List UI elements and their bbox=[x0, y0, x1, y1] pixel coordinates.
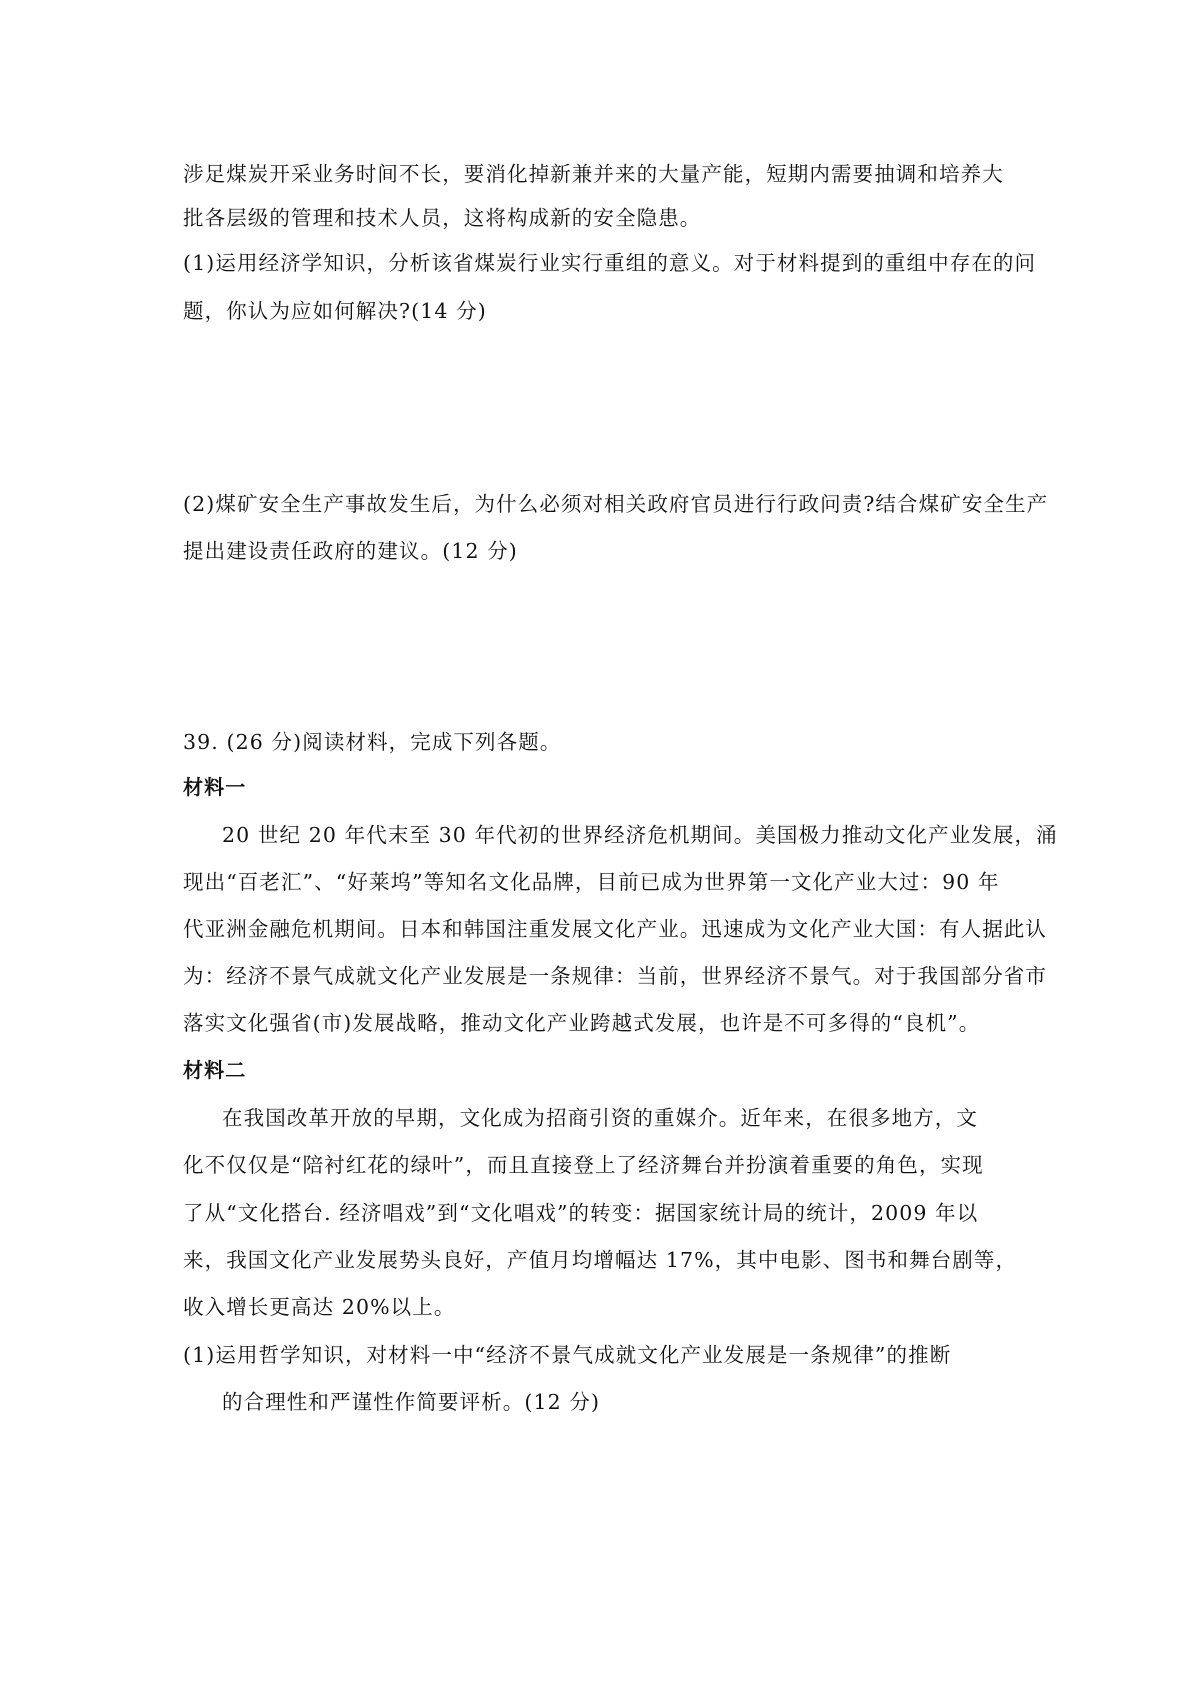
question-38-2-line: (2)煤矿安全生产事故发生后，为什么必须对相关政府官员进行行政问责?结合煤矿安全生产 bbox=[183, 492, 1049, 516]
material-1-line: 为：经济不景气成就文化产业发展是一条规律：当前，世界经济不景气。对于我国部分省市 bbox=[183, 964, 1047, 988]
material-2-line: 在我国改革开放的早期，文化成为招商引资的重媒介。近年来，在很多地方，文 bbox=[222, 1106, 978, 1130]
material-text-line: 涉足煤炭开采业务时间不长，要消化掉新兼并来的大量产能，短期内需要抽调和培养大 bbox=[183, 162, 1004, 186]
material-1-line: 20 世纪 20 年代末至 30 年代初的世界经济危机期间。美国极力推动文化产业发展，涌 bbox=[222, 823, 1058, 847]
material-1-line: 现出“百老汇”、“好莱坞”等知名文化品牌，目前已成为世界第一文化产业大过：90 年 bbox=[183, 870, 1000, 894]
material-1-line: 代亚洲金融危机期间。日本和韩国注重发展文化产业。迅速成为文化产业大国：有人据此认 bbox=[183, 917, 1047, 941]
material-1-line: 落实文化强省(市)发展战略，推动文化产业跨越式发展，也许是不可多得的“良机”。 bbox=[183, 1011, 981, 1035]
question-38-1-line: 题，你认为应如何解决?(14 分) bbox=[183, 299, 487, 323]
question-39-heading: 39. (26 分)阅读材料，完成下列各题。 bbox=[183, 730, 562, 754]
material-2-line: 来，我国文化产业发展势头良好，产值月均增幅达 17%，其中电影、图书和舞台剧等， bbox=[183, 1248, 1018, 1272]
question-39-1-line: 的合理性和严谨性作简要评析。(12 分) bbox=[222, 1390, 601, 1414]
material-text-line: 批各层级的管理和技术人员，这将构成新的安全隐患。 bbox=[183, 206, 702, 230]
material-2-line: 化不仅仅是“陪衬红花的绿叶”，而且直接登上了经济舞台并扮演着重要的角色，实现 bbox=[183, 1153, 984, 1177]
question-39-1-line: (1)运用哲学知识，对材料一中“经济不景气成就文化产业发展是一条规律”的推断 bbox=[183, 1343, 952, 1367]
material-1-title: 材料一 bbox=[183, 775, 247, 799]
material-2-line: 了从“文化搭台. 经济唱戏”到“文化唱戏”的转变：据国家统计局的统计，2009 年以 bbox=[183, 1201, 979, 1225]
question-38-1-line: (1)运用经济学知识，分析该省煤炭行业实行重组的意义。对于材料提到的重组中存在的问 bbox=[183, 251, 1037, 275]
material-2-line: 收入增长更高达 20%以上。 bbox=[183, 1295, 456, 1319]
material-2-title: 材料二 bbox=[183, 1058, 247, 1082]
question-38-2-line: 提出建设责任政府的建议。(12 分) bbox=[183, 539, 518, 563]
